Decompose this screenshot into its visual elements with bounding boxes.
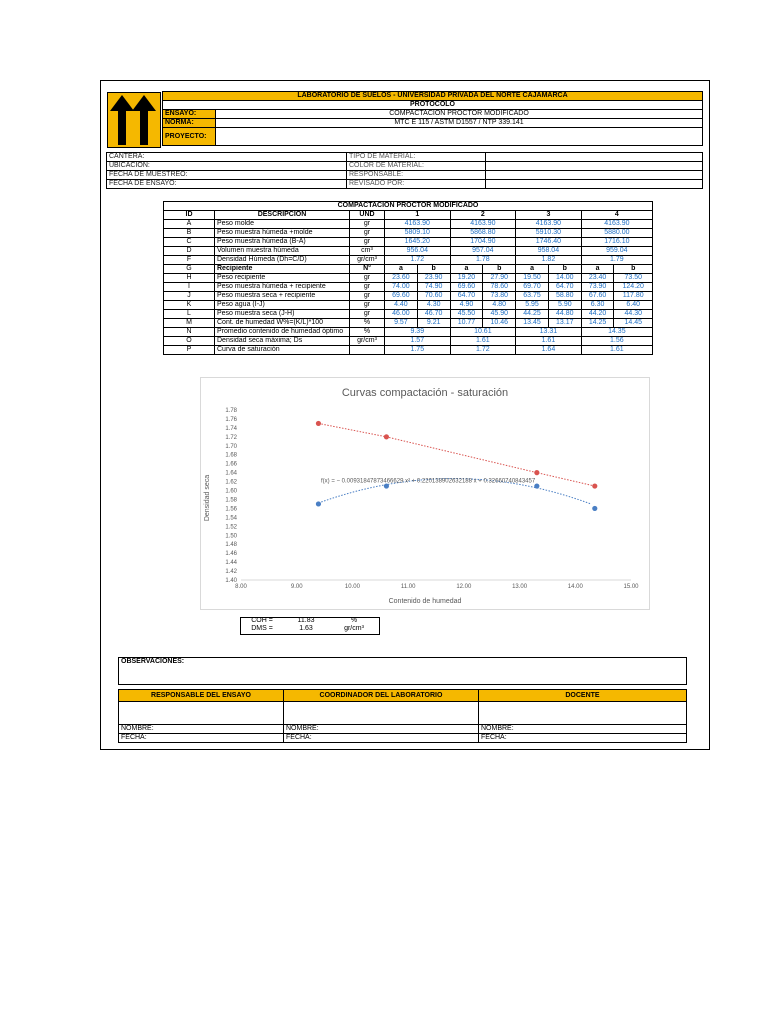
- dms-unit: gr/cm³: [344, 625, 364, 632]
- x-tick-label: 11.00: [400, 584, 416, 590]
- data-point: [316, 501, 321, 506]
- row-value: 64.70: [450, 292, 483, 301]
- row-value: 23.90: [417, 274, 450, 283]
- recipient-letter: b: [417, 265, 450, 274]
- coh-unit: %: [350, 617, 358, 624]
- ensayo-label: ENSAYO:: [163, 110, 216, 119]
- x-axis-label: Contenido de humedad: [388, 598, 462, 605]
- row-value: 9.39: [385, 328, 451, 337]
- row-value: 74.00: [385, 283, 418, 292]
- row-value: 4.40: [385, 301, 418, 310]
- row-value: 44.25: [516, 310, 549, 319]
- row-value: 1.61: [516, 337, 582, 346]
- y-tick-label: 1.44: [225, 560, 237, 567]
- nombre-label-3: NOMBRE:: [479, 725, 687, 734]
- recipient-letter: a: [450, 265, 483, 274]
- x-tick-label: 9.00: [290, 584, 303, 590]
- coord-header: COORDINADOR DEL LABORATORIO: [284, 690, 479, 702]
- table-row: [164, 319, 653, 328]
- row-value: 73.90: [581, 283, 614, 292]
- trendline-equation: f(x) = − 0.00931847873466629 x² + 0.220138902632188 x + 0.32660740843457: [321, 478, 536, 485]
- row-value: 23.60: [385, 274, 418, 283]
- table-row: [164, 238, 653, 247]
- row-und: gr: [350, 274, 385, 283]
- row-value: 73.80: [483, 292, 516, 301]
- row-value: 5.90: [548, 301, 581, 310]
- responsable-label: RESPONSABLE:: [347, 171, 486, 180]
- row-und: gr: [350, 229, 385, 238]
- row-value: 64.70: [548, 283, 581, 292]
- row-desc: Volumen muestra húmeda: [215, 247, 350, 256]
- chart-svg: [201, 378, 649, 609]
- row-value: 1.72: [385, 256, 451, 265]
- y-tick-label: 1.76: [225, 416, 237, 423]
- data-point: [592, 506, 597, 511]
- row-value: 44.80: [548, 310, 581, 319]
- info-table: [106, 152, 703, 189]
- compaction-chart: [200, 377, 650, 610]
- row-und: gr: [350, 220, 385, 229]
- table-row: [164, 265, 653, 274]
- row-und: cm³: [350, 247, 385, 256]
- row-desc: Peso agua (I-J): [215, 301, 350, 310]
- data-point: [316, 421, 321, 426]
- row-und: gr: [350, 310, 385, 319]
- y-tick-label: 1.46: [225, 551, 237, 558]
- data-point: [534, 470, 539, 475]
- row-value: 27.90: [483, 274, 516, 283]
- row-value: 6.30: [581, 301, 614, 310]
- x-tick-label: 15.00: [623, 584, 639, 590]
- row-value: 1.61: [450, 337, 516, 346]
- row-und: N°: [350, 265, 385, 274]
- row-desc: Peso muestra seca (J-H): [215, 310, 350, 319]
- row-value: 10.77: [450, 319, 483, 328]
- y-axis-label: Densidad seca: [204, 474, 211, 522]
- row-value: 19.50: [516, 274, 549, 283]
- row-value: 4.30: [417, 301, 450, 310]
- row-value: 958.04: [516, 247, 582, 256]
- dms-value: 1.63: [299, 625, 313, 632]
- col-id: ID: [164, 211, 215, 220]
- row-value: 6.40: [614, 301, 653, 310]
- y-tick-label: 1.70: [225, 443, 237, 450]
- y-tick-label: 1.52: [225, 524, 237, 531]
- table-row: [164, 310, 653, 319]
- row-id: K: [164, 301, 215, 310]
- row-und: gr: [350, 283, 385, 292]
- row-value: 1.56: [581, 337, 652, 346]
- cantera-label: CANTERA:: [107, 153, 347, 162]
- recipient-letter: b: [483, 265, 516, 274]
- y-tick-label: 1.68: [225, 452, 237, 459]
- row-desc: Cont. de humedad W%=(K/L)*100: [215, 319, 350, 328]
- docente-header: DOCENTE: [479, 690, 687, 702]
- row-value: 74.90: [417, 283, 450, 292]
- row-desc: Densidad seca máxima; Ds: [215, 337, 350, 346]
- ubicacion-label: UBICACION:: [107, 162, 347, 171]
- ensayo-value: COMPACTACION PROCTOR MODIFICADO: [216, 110, 703, 119]
- row-und: gr/cm³: [350, 256, 385, 265]
- table-row: [164, 283, 653, 292]
- y-tick-label: 1.54: [225, 515, 237, 522]
- row-und: [350, 346, 385, 355]
- row-value: 5.95: [516, 301, 549, 310]
- y-tick-label: 1.48: [225, 542, 237, 549]
- row-value: 69.60: [385, 292, 418, 301]
- row-value: 70.60: [417, 292, 450, 301]
- row-id: P: [164, 346, 215, 355]
- fecha-label-1: FECHA:: [119, 734, 284, 743]
- row-value: 117.80: [614, 292, 653, 301]
- table-row: [164, 328, 653, 337]
- row-value: 45.90: [483, 310, 516, 319]
- chart-title: Curvas compactación - saturación: [341, 387, 509, 399]
- row-value: 10.61: [450, 328, 516, 337]
- table-row: [164, 292, 653, 301]
- table-row: [164, 229, 653, 238]
- row-id: N: [164, 328, 215, 337]
- row-value: 1716.10: [581, 238, 652, 247]
- row-desc: Peso muestra húmeda (B-A): [215, 238, 350, 247]
- row-value: 9.57: [385, 319, 418, 328]
- row-value: 14.00: [548, 274, 581, 283]
- signature-table: [118, 657, 687, 743]
- y-tick-label: 1.58: [225, 497, 237, 504]
- row-desc: Recipiente: [215, 265, 350, 274]
- row-value: 1746.40: [516, 238, 582, 247]
- row-value: 1.82: [516, 256, 582, 265]
- row-value: 4.90: [450, 301, 483, 310]
- row-value: 44.30: [614, 310, 653, 319]
- row-und: gr: [350, 301, 385, 310]
- row-desc: Peso muestra seca + recipiente: [215, 292, 350, 301]
- table-row: [164, 256, 653, 265]
- row-value: 13.45: [516, 319, 549, 328]
- row-und: gr: [350, 292, 385, 301]
- col-und: UND: [350, 211, 385, 220]
- row-id: J: [164, 292, 215, 301]
- row-value: 14.35: [581, 328, 652, 337]
- row-value: 1.64: [516, 346, 582, 355]
- row-value: 73.50: [614, 274, 653, 283]
- lab-title: LABORATORIO DE SUELOS - UNIVERSIDAD PRIVADA DEL NORTE CAJAMARCA: [163, 92, 703, 101]
- row-und: %: [350, 319, 385, 328]
- row-desc: Curva de saturación: [215, 346, 350, 355]
- resp-header: RESPONSABLE DEL ENSAYO: [119, 690, 284, 702]
- proctor-table: [163, 201, 653, 355]
- tipo-material-label: TIPO DE MATERIAL:: [347, 153, 486, 162]
- saturation-trendline: [318, 423, 594, 486]
- row-value: 4163.90: [581, 220, 652, 229]
- fecha-ensayo-label: FECHA DE ENSAYO:: [107, 180, 347, 189]
- fecha-label-3: FECHA:: [479, 734, 687, 743]
- row-value: 1645.20: [385, 238, 451, 247]
- table-row: [164, 247, 653, 256]
- row-value: 956.04: [385, 247, 451, 256]
- y-tick-label: 1.50: [225, 533, 237, 540]
- protocol-title: PROTOCOLO: [163, 101, 703, 110]
- row-value: 1.57: [385, 337, 451, 346]
- row-value: 4163.90: [385, 220, 451, 229]
- row-value: 5868.80: [450, 229, 516, 238]
- header-table: [106, 91, 703, 146]
- row-id: M: [164, 319, 215, 328]
- row-desc: Peso recipiente: [215, 274, 350, 283]
- row-value: 1.75: [385, 346, 451, 355]
- col-1: 1: [385, 211, 451, 220]
- coh-value: 11.83: [297, 617, 315, 624]
- row-id: D: [164, 247, 215, 256]
- y-tick-label: 1.40: [225, 578, 237, 584]
- recipient-letter: a: [581, 265, 614, 274]
- table-row: [164, 337, 653, 346]
- row-value: 67.60: [581, 292, 614, 301]
- col-desc: DESCRIPCION: [215, 211, 350, 220]
- col-4: 4: [581, 211, 652, 220]
- summary-table: [240, 617, 380, 633]
- nombre-label-1: NOMBRE:: [119, 725, 284, 734]
- norma-value: MTC E 115 / ASTM D1557 / NTP 339.141: [216, 119, 703, 128]
- x-tick-label: 10.00: [344, 584, 360, 590]
- norma-label: NORMA:: [163, 119, 216, 128]
- row-value: 23.40: [581, 274, 614, 283]
- row-value: 45.50: [450, 310, 483, 319]
- recipient-letter: b: [614, 265, 653, 274]
- fecha-muestreo-label: FECHA DE MUESTREO:: [107, 171, 347, 180]
- y-tick-label: 1.72: [225, 434, 237, 441]
- tipo-material-value: [486, 153, 703, 162]
- row-id: C: [164, 238, 215, 247]
- x-tick-label: 13.00: [512, 584, 528, 590]
- color-material-label: COLOR DE MATERIAL:: [347, 162, 486, 171]
- row-und: %: [350, 328, 385, 337]
- dms-label: DMS =: [251, 625, 273, 632]
- row-value: 1.72: [450, 346, 516, 355]
- recipient-letter: a: [385, 265, 418, 274]
- row-value: 78.60: [483, 283, 516, 292]
- row-value: 1.61: [581, 346, 652, 355]
- y-tick-label: 1.56: [225, 506, 237, 513]
- recipient-letter: b: [548, 265, 581, 274]
- table-title: COMPACTACION PROCTOR MODIFICADO: [164, 202, 653, 211]
- data-point: [592, 483, 597, 488]
- table-row: [164, 220, 653, 229]
- y-tick-label: 1.60: [225, 488, 237, 495]
- col-2: 2: [450, 211, 516, 220]
- row-value: 9.21: [417, 319, 450, 328]
- row-desc: Densidad Húmeda (Dh=C/D): [215, 256, 350, 265]
- y-tick-label: 1.74: [225, 425, 237, 432]
- row-value: 124.20: [614, 283, 653, 292]
- row-value: 46.70: [417, 310, 450, 319]
- row-value: 14.45: [614, 319, 653, 328]
- recipient-letter: a: [516, 265, 549, 274]
- row-value: 69.60: [450, 283, 483, 292]
- row-value: 19.20: [450, 274, 483, 283]
- x-tick-label: 12.00: [456, 584, 472, 590]
- observaciones-label: OBSERVACIONES:: [119, 658, 687, 685]
- row-value: 69.70: [516, 283, 549, 292]
- fecha-label-2: FECHA:: [284, 734, 479, 743]
- row-value: 1704.90: [450, 238, 516, 247]
- row-value: 63.75: [516, 292, 549, 301]
- coh-label: COH =: [251, 617, 273, 624]
- row-value: 4163.90: [516, 220, 582, 229]
- row-desc: Peso muestra húmeda +molde: [215, 229, 350, 238]
- row-value: 14.25: [581, 319, 614, 328]
- row-id: G: [164, 265, 215, 274]
- row-value: 957.04: [450, 247, 516, 256]
- col-3: 3: [516, 211, 582, 220]
- row-id: A: [164, 220, 215, 229]
- x-tick-label: 8.00: [235, 584, 247, 590]
- revisado-label: REVISADO POR:: [347, 180, 486, 189]
- row-desc: Peso molde: [215, 220, 350, 229]
- row-value: 959.04: [581, 247, 652, 256]
- data-point: [384, 434, 389, 439]
- row-value: 10.46: [483, 319, 516, 328]
- row-id: H: [164, 274, 215, 283]
- table-row: [164, 346, 653, 355]
- row-value: 13.31: [516, 328, 582, 337]
- row-value: 13.17: [548, 319, 581, 328]
- row-value: 44.20: [581, 310, 614, 319]
- table-row: [164, 301, 653, 310]
- y-tick-label: 1.62: [225, 479, 237, 486]
- row-desc: Peso muestra húmeda + recipiente: [215, 283, 350, 292]
- row-id: I: [164, 283, 215, 292]
- row-id: O: [164, 337, 215, 346]
- row-value: 4.80: [483, 301, 516, 310]
- row-value: 5809.10: [385, 229, 451, 238]
- row-desc: Promedio contenido de humedad óptimo: [215, 328, 350, 337]
- table-row: [164, 274, 653, 283]
- row-value: 1.79: [581, 256, 652, 265]
- row-id: L: [164, 310, 215, 319]
- y-tick-label: 1.78: [225, 408, 237, 414]
- row-value: 46.00: [385, 310, 418, 319]
- x-tick-label: 14.00: [567, 584, 583, 590]
- proyecto-value: [216, 128, 703, 146]
- row-value: 1.78: [450, 256, 516, 265]
- row-value: 4163.90: [450, 220, 516, 229]
- y-tick-label: 1.42: [225, 569, 237, 576]
- y-tick-label: 1.66: [225, 461, 237, 468]
- row-value: 5880.00: [581, 229, 652, 238]
- proyecto-label: PROYECTO:: [163, 128, 216, 146]
- row-und: gr: [350, 238, 385, 247]
- nombre-label-2: NOMBRE:: [284, 725, 479, 734]
- y-tick-label: 1.64: [225, 470, 237, 477]
- row-value: 58.80: [548, 292, 581, 301]
- row-und: gr/cm³: [350, 337, 385, 346]
- row-id: F: [164, 256, 215, 265]
- row-value: 5910.30: [516, 229, 582, 238]
- row-id: B: [164, 229, 215, 238]
